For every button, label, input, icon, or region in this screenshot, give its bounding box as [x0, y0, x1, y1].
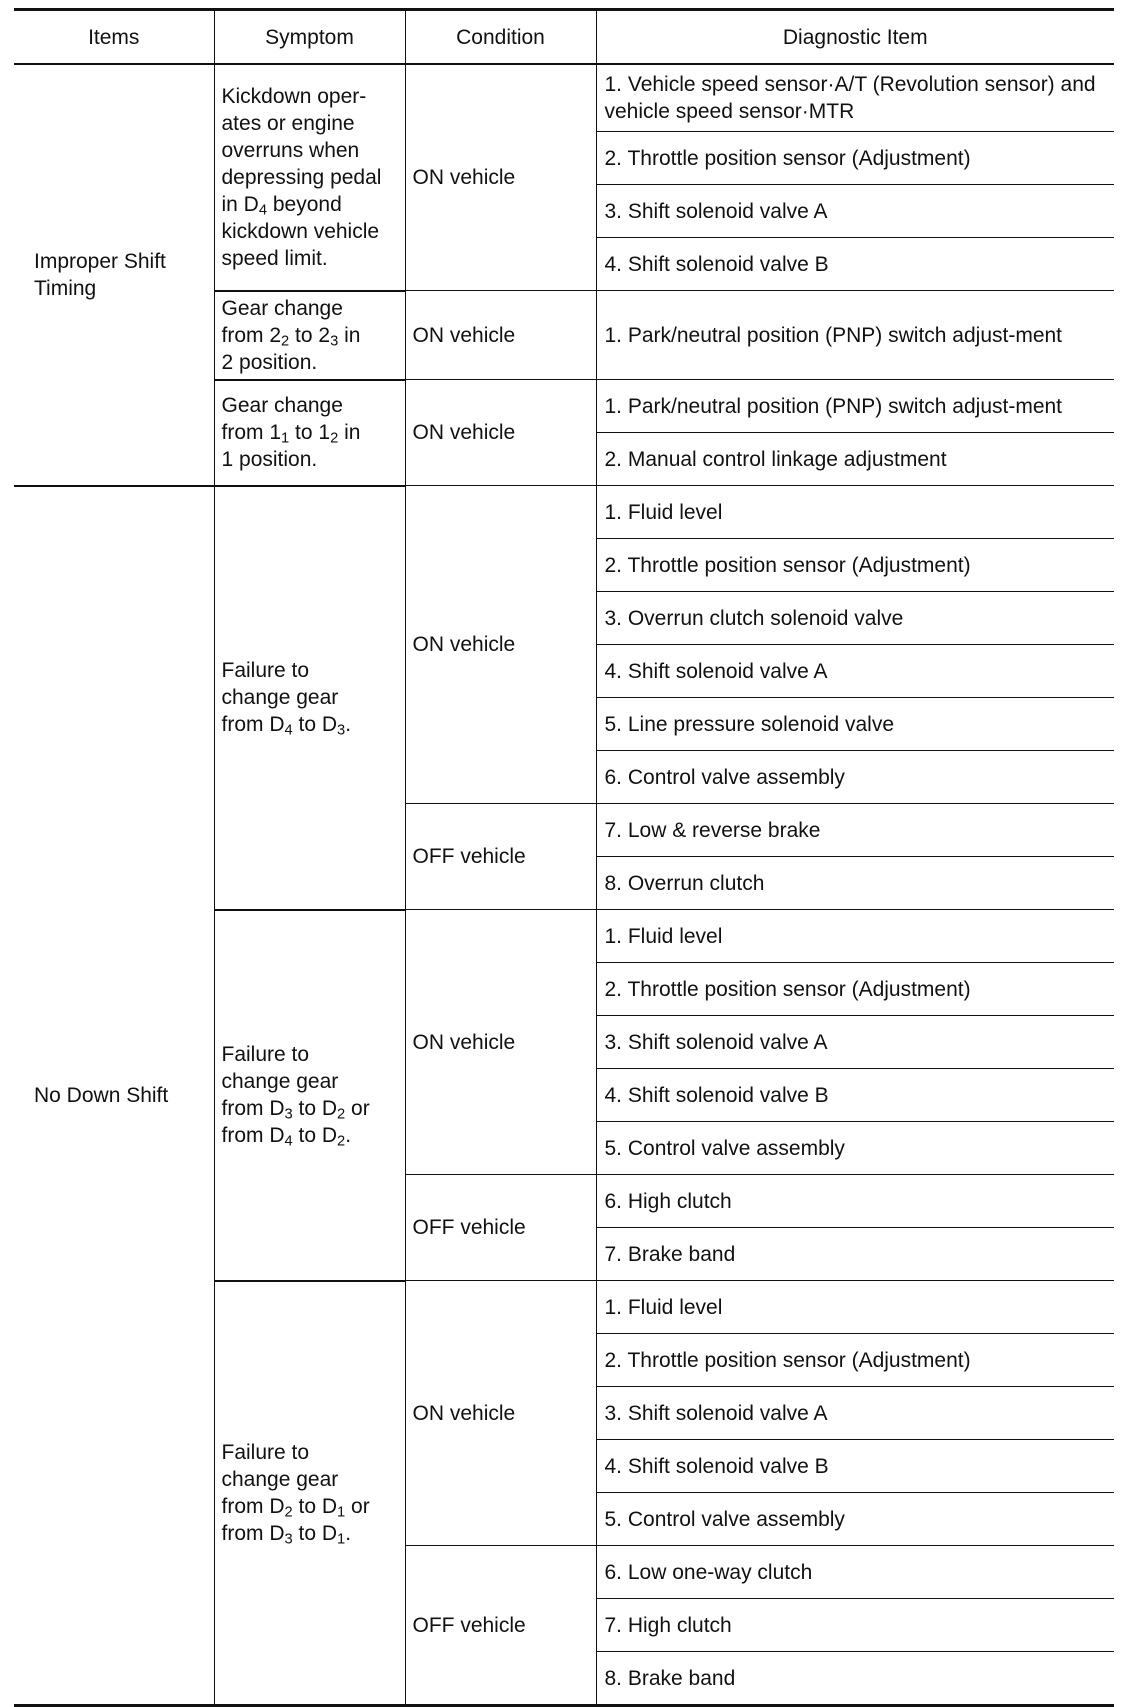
symptom-text: from 2	[221, 323, 282, 347]
table-body	[14, 64, 1114, 1706]
symptom-text: to 1	[289, 421, 331, 444]
diagnostic-item-cell: 3. Shift solenoid valve A	[596, 1387, 1114, 1440]
diagnostic-item-cell: 2. Throttle position sensor (Adjustment)	[596, 963, 1114, 1016]
symptom-cell	[214, 291, 405, 380]
symptom-cell	[214, 486, 405, 910]
symptom-line	[222, 83, 398, 110]
gear-subscript: 2	[330, 430, 339, 447]
condition-cell: OFF vehicle	[405, 1175, 596, 1281]
symptom-text: or	[345, 1494, 370, 1518]
diagnostic-item-cell: 4. Shift solenoid valve B	[596, 238, 1114, 291]
table-row	[14, 64, 1114, 132]
diagnostic-item-cell: 7. Brake band	[596, 1228, 1114, 1281]
symptom-line	[222, 1466, 398, 1493]
symptom-line	[222, 1520, 398, 1547]
table-header	[14, 10, 1114, 65]
condition-cell: ON vehicle	[405, 64, 596, 291]
symptom-line	[222, 1095, 398, 1122]
symptom-line	[222, 164, 398, 191]
symptom-text: Gear change	[221, 296, 343, 320]
diagnostic-item-cell: 5. Control valve assembly	[596, 1122, 1114, 1175]
diagnostic-item-cell: 1. Fluid level	[596, 486, 1114, 539]
symptom-text: to D	[292, 1097, 338, 1120]
gear-subscript: 3	[284, 1531, 293, 1548]
symptom-text: to D	[292, 713, 338, 736]
gear-subscript: 2	[281, 333, 290, 350]
symptom-text: Failure to	[221, 1440, 310, 1464]
diagnostic-item-cell: 3. Shift solenoid valve A	[596, 185, 1114, 238]
symptom-text: depressing pedal	[221, 165, 382, 189]
item-name-cell: Improper Shift Timing	[14, 64, 214, 486]
symptom-text: to D	[292, 1521, 338, 1545]
symptom-text: Kickdown oper-	[221, 84, 367, 108]
diagnostic-item-cell: 5. Control valve assembly	[596, 1493, 1114, 1546]
symptom-text: beyond	[267, 192, 342, 216]
diagnostic-item-cell: 1. Park/neutral position (PNP) switch adjust-ment	[596, 380, 1114, 433]
symptom-line	[222, 322, 398, 349]
symptom-text: ates or engine	[221, 111, 355, 135]
symptom-cell	[214, 910, 405, 1281]
header-diagnostic-item: Diagnostic Item	[596, 10, 1114, 65]
symptom-line	[222, 711, 398, 738]
condition-cell: OFF vehicle	[405, 804, 596, 910]
symptom-text: .	[345, 1521, 352, 1545]
diagnostic-item-cell: 3. Shift solenoid valve A	[596, 1016, 1114, 1069]
symptom-cell	[214, 380, 405, 486]
gear-subscript: 3	[337, 722, 346, 739]
symptom-text: speed limit.	[221, 246, 328, 270]
header-items: Items	[14, 10, 214, 65]
symptom-text: change gear	[221, 686, 339, 709]
diagnostic-item-cell: 7. High clutch	[596, 1599, 1114, 1652]
symptom-cell	[214, 64, 405, 291]
condition-cell: ON vehicle	[405, 291, 596, 380]
symptom-line	[222, 1122, 398, 1149]
symptom-text: .	[345, 713, 352, 736]
symptom-line	[222, 137, 398, 164]
symptom-text: from 1	[221, 421, 282, 444]
symptom-text: from D	[221, 1124, 285, 1147]
symptom-line	[222, 1439, 398, 1466]
diagnostic-item-cell: 8. Brake band	[596, 1652, 1114, 1706]
gear-subscript: 1	[281, 430, 290, 447]
symptom-line	[222, 1041, 398, 1068]
symptom-line	[222, 191, 398, 218]
symptom-text: 1 position.	[221, 448, 318, 471]
diagnostic-item-cell: 6. High clutch	[596, 1175, 1114, 1228]
gear-subscript: 2	[337, 1133, 346, 1150]
symptom-text: to D	[292, 1494, 338, 1518]
symptom-text: to D	[292, 1124, 338, 1147]
symptom-text: in D	[221, 192, 259, 216]
diagnostic-item-cell: 8. Overrun clutch	[596, 857, 1114, 910]
symptom-line	[222, 419, 398, 446]
diagnostic-item-cell: 5. Line pressure solenoid valve	[596, 698, 1114, 751]
symptom-text: in	[338, 421, 361, 444]
symptom-text: Gear change	[221, 394, 343, 417]
symptom-line	[222, 1493, 398, 1520]
symptom-text: 2 position.	[221, 350, 318, 374]
gear-subscript: 4	[258, 202, 268, 219]
diagnostic-table	[14, 8, 1114, 1707]
table-row	[14, 486, 1114, 539]
diagnostic-item-cell: 3. Overrun clutch solenoid valve	[596, 592, 1114, 645]
symptom-text: or	[345, 1097, 370, 1120]
diagnostic-item-cell: 7. Low & reverse brake	[596, 804, 1114, 857]
gear-subscript: 4	[284, 722, 293, 739]
symptom-cell	[214, 1281, 405, 1706]
header-condition: Condition	[405, 10, 596, 65]
diagnostic-item-cell: 2. Throttle position sensor (Adjustment)	[596, 132, 1114, 185]
symptom-text: .	[345, 1124, 352, 1147]
diagnostic-item-cell: 6. Low one-way clutch	[596, 1546, 1114, 1599]
symptom-line	[222, 1068, 398, 1095]
gear-subscript: 2	[337, 1106, 346, 1123]
symptom-text: change gear	[221, 1070, 339, 1093]
diagnostic-item-cell: 1. Park/neutral position (PNP) switch adjust-ment	[596, 291, 1114, 380]
symptom-line	[222, 295, 398, 322]
symptom-text: change gear	[221, 1467, 339, 1491]
diagnostic-item-cell: 4. Shift solenoid valve A	[596, 645, 1114, 698]
diagnostic-item-cell: 1. Fluid level	[596, 1281, 1114, 1334]
symptom-text: overruns when	[221, 138, 360, 162]
gear-subscript: 4	[284, 1133, 293, 1150]
symptom-line	[222, 392, 398, 419]
symptom-text: from D	[221, 1494, 285, 1518]
gear-subscript: 3	[330, 333, 339, 350]
symptom-line	[222, 245, 398, 272]
condition-cell: ON vehicle	[405, 486, 596, 804]
diagnostic-item-cell: 4. Shift solenoid valve B	[596, 1440, 1114, 1493]
symptom-line	[222, 657, 398, 684]
diagnostic-item-cell: 6. Control valve assembly	[596, 751, 1114, 804]
condition-cell: OFF vehicle	[405, 1546, 596, 1706]
symptom-line	[222, 446, 398, 473]
condition-cell: ON vehicle	[405, 1281, 596, 1546]
symptom-line	[222, 218, 398, 245]
diagnostic-item-cell: 2. Throttle position sensor (Adjustment)	[596, 539, 1114, 592]
diagnostic-item-cell: 2. Manual control linkage adjustment	[596, 433, 1114, 486]
condition-cell: ON vehicle	[405, 910, 596, 1175]
symptom-text: Failure to	[221, 1043, 310, 1066]
condition-cell: ON vehicle	[405, 380, 596, 486]
diagnostic-item-cell: 4. Shift solenoid valve B	[596, 1069, 1114, 1122]
symptom-text: in	[338, 323, 361, 347]
header-symptom: Symptom	[214, 10, 405, 65]
symptom-text: kickdown vehicle	[221, 219, 380, 243]
symptom-text: from D	[221, 1097, 285, 1120]
symptom-text: Failure to	[221, 659, 310, 682]
diagnostic-item-cell: 2. Throttle position sensor (Adjustment)	[596, 1334, 1114, 1387]
symptom-text: to 2	[289, 323, 331, 347]
header-row	[14, 10, 1114, 65]
symptom-line	[222, 349, 398, 376]
symptom-line	[222, 684, 398, 711]
item-name-cell: No Down Shift	[14, 486, 214, 1706]
gear-subscript: 1	[337, 1531, 346, 1548]
gear-subscript: 2	[284, 1504, 293, 1521]
diagnostic-item-cell: 1. Vehicle speed sensor·A/T (Revolution sensor) and vehicle speed sensor·MTR	[596, 64, 1114, 132]
gear-subscript: 3	[284, 1106, 293, 1123]
gear-subscript: 1	[337, 1504, 346, 1521]
diagnostic-item-cell: 1. Fluid level	[596, 910, 1114, 963]
symptom-line	[222, 110, 398, 137]
symptom-text: from D	[221, 1521, 285, 1545]
symptom-text: from D	[221, 713, 285, 736]
